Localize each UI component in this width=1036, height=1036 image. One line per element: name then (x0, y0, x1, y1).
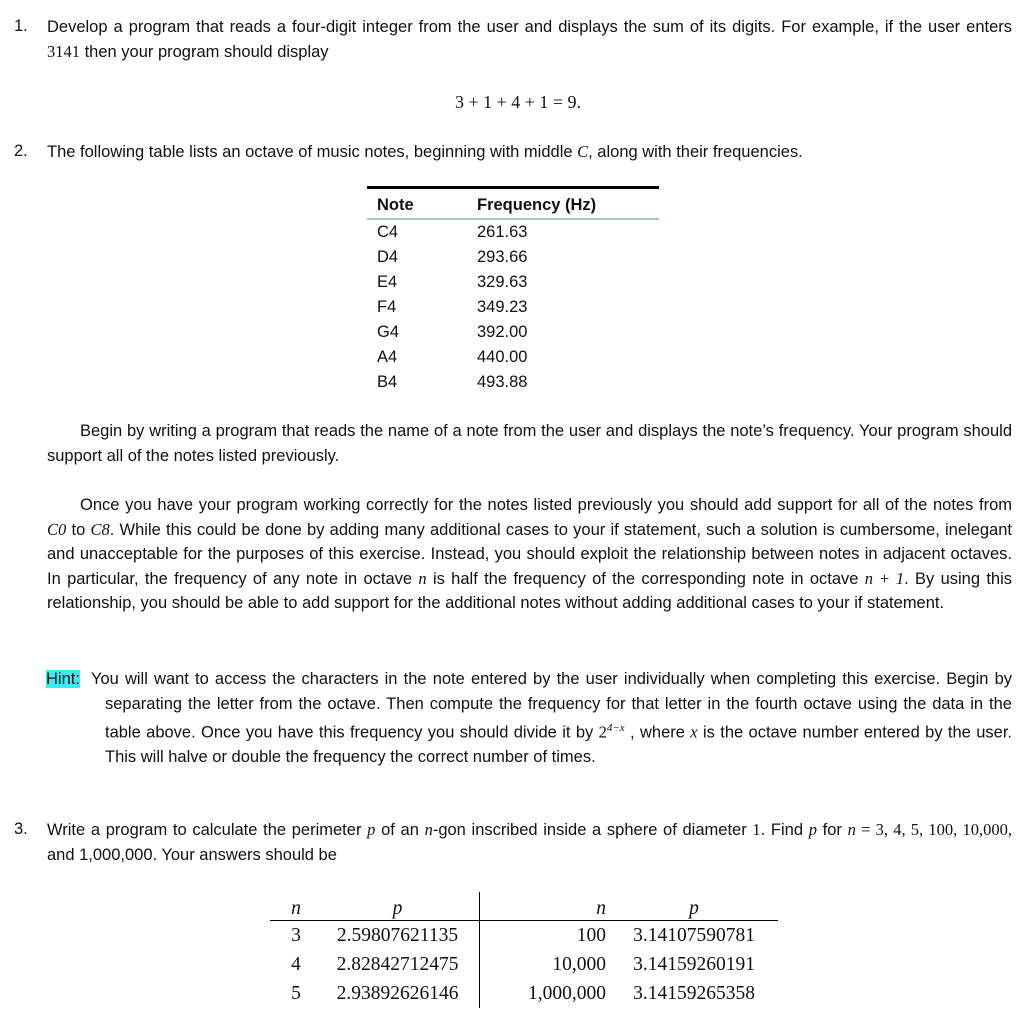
frequency-cell: 493.88 (477, 373, 528, 391)
q3-ngon: n (424, 820, 433, 839)
q2-p2-e: . By using this relationship, you should be able to add support for the additional notes without adding additional cases to your if statement. (47, 569, 1013, 613)
table-header-row (270, 892, 778, 921)
q3-text-d: . Find (760, 821, 809, 839)
q3-one: 1 (752, 820, 761, 839)
note-cell: G4 (377, 323, 400, 341)
note-cell: A4 (377, 348, 398, 366)
note-cell: B4 (377, 373, 398, 391)
q3-text-f: and 1,000,000. Your answers should be (47, 845, 337, 864)
q1-text (47, 15, 1012, 64)
q2-intro-before: The following table lists an octave of music notes, beginning with middle (47, 143, 578, 161)
q1-number: 1. (14, 17, 28, 35)
n-cell: 100 (576, 924, 606, 946)
q2-p2-c8: C8 (90, 519, 110, 539)
hint-text-a: You will want to access the characters in the note entered by the user individually when completing this exercise. Begin by separating the letter from the octave. Then compute the frequency for that letter in the fourth octave using the data in the table above. Once you have this frequency you should divide it by (91, 670, 1012, 742)
hint-label-text: Hint: (46, 670, 80, 688)
q3-list: = 3, 4, 5, 100, 10,000, (855, 820, 1013, 839)
q2-intro-after: , along with their frequencies. (588, 143, 803, 161)
q3-text-b: of an (375, 821, 425, 839)
p-cell: 3.14159265358 (633, 982, 755, 1004)
p-cell: 3.14159260191 (633, 953, 755, 975)
hint-body (91, 667, 1012, 770)
q2-paragraph-1: Begin by writing a program that reads the name of a note from the user and displays the note’s frequency. Your program should support all of the notes listed previously. (47, 422, 1012, 465)
q2-p2-c0: C0 (47, 519, 67, 539)
q2-p2-n: n (418, 568, 427, 588)
frequency-cell: 349.23 (477, 298, 528, 316)
table-header-note: Note (367, 188, 467, 220)
frequency-cell: 392.00 (477, 323, 528, 341)
frequency-cell: 261.63 (477, 223, 528, 241)
hint-x: x (690, 722, 698, 742)
n-cell: 1,000,000 (528, 982, 606, 1004)
n-cell: 10,000 (552, 953, 606, 975)
q2-number: 2. (14, 142, 28, 160)
frequency-cell: 293.66 (477, 248, 528, 266)
note-cell: F4 (377, 298, 397, 316)
table-row (367, 320, 659, 345)
q2-p2-a: Once you have your program working correctly for the notes listed previously you should add support for all of the notes from (80, 496, 1012, 514)
table-row (367, 345, 659, 370)
table-row (367, 219, 659, 245)
q3-text-c: -gon inscribed inside a sphere of diameter (432, 821, 753, 839)
q2-p2-n1: n + 1 (864, 568, 905, 588)
q2-intro-var: C (577, 142, 589, 161)
q3-text (47, 818, 1012, 867)
q2-p2-d: is half the frequency of the corresponding note in octave (426, 569, 865, 588)
table-row (367, 270, 659, 295)
table-row (367, 370, 659, 395)
table-row (367, 295, 659, 320)
q3-p2: p (808, 820, 817, 839)
q3-number: 3. (14, 820, 28, 838)
q1-text-before: Develop a program that reads a four-digit integer from the user and displays the sum of its digits. For example, if the user enters (47, 18, 1012, 36)
table-row (367, 245, 659, 270)
frequency-cell: 329.63 (477, 273, 528, 291)
q2-p2-b: to (66, 520, 91, 539)
note-cell: D4 (377, 248, 399, 266)
frequency-cell: 440.00 (477, 348, 528, 366)
q3-text-e: for (816, 821, 848, 839)
q2-p2-c: . While this could be done by adding many additional cases to your if statement, such a solution is cumbersome, inelegant and unacceptable for the purposes of this exercise. Instead, you should exploit the relationship between notes in adjacent octaves. In particular, the frequency of any note in octave (47, 520, 1012, 588)
q2-paragraph-2 (47, 493, 1012, 616)
hint-exponent: 4−x (606, 722, 625, 735)
n-cell: 4 (291, 953, 301, 975)
table-header-frequency: Frequency (Hz) (467, 188, 659, 220)
p-cell: 3.14107590781 (633, 924, 755, 946)
header-p-right: p (610, 892, 778, 921)
table-row (270, 950, 778, 979)
n-cell: 5 (291, 982, 301, 1004)
header-p-left: p (316, 892, 480, 921)
table-row (270, 921, 778, 951)
p-cell: 2.93892626146 (316, 979, 480, 1008)
hint-text-b: , where (624, 723, 691, 742)
table-header-row (367, 188, 659, 220)
q3-p: p (367, 820, 376, 839)
hint-text-c: is the octave number entered by the user. This will halve or double the frequency the correct number of times. (105, 723, 1012, 767)
q1-example-value: 3141 (47, 41, 80, 61)
p-cell: 2.82842712475 (316, 950, 480, 979)
header-n-right: n (480, 892, 611, 921)
header-n-left: n (270, 892, 316, 921)
q1-text-after: then your program should display (80, 42, 329, 61)
q3-text-a: Write a program to calculate the perimeter (47, 821, 368, 839)
n-cell: 3 (291, 924, 301, 946)
p-cell: 2.59807621135 (316, 921, 480, 951)
table-row (270, 979, 778, 1008)
note-cell: C4 (377, 223, 399, 241)
hint-base: 2 (598, 722, 607, 742)
perimeter-table (270, 892, 778, 1008)
q2-intro (47, 140, 1012, 165)
q3-n-eq: n (847, 820, 856, 839)
notes-frequency-table (367, 186, 659, 395)
hint-label (46, 667, 80, 692)
note-cell: E4 (377, 273, 398, 291)
q1-equation: 3 + 1 + 4 + 1 = 9. (454, 92, 582, 112)
